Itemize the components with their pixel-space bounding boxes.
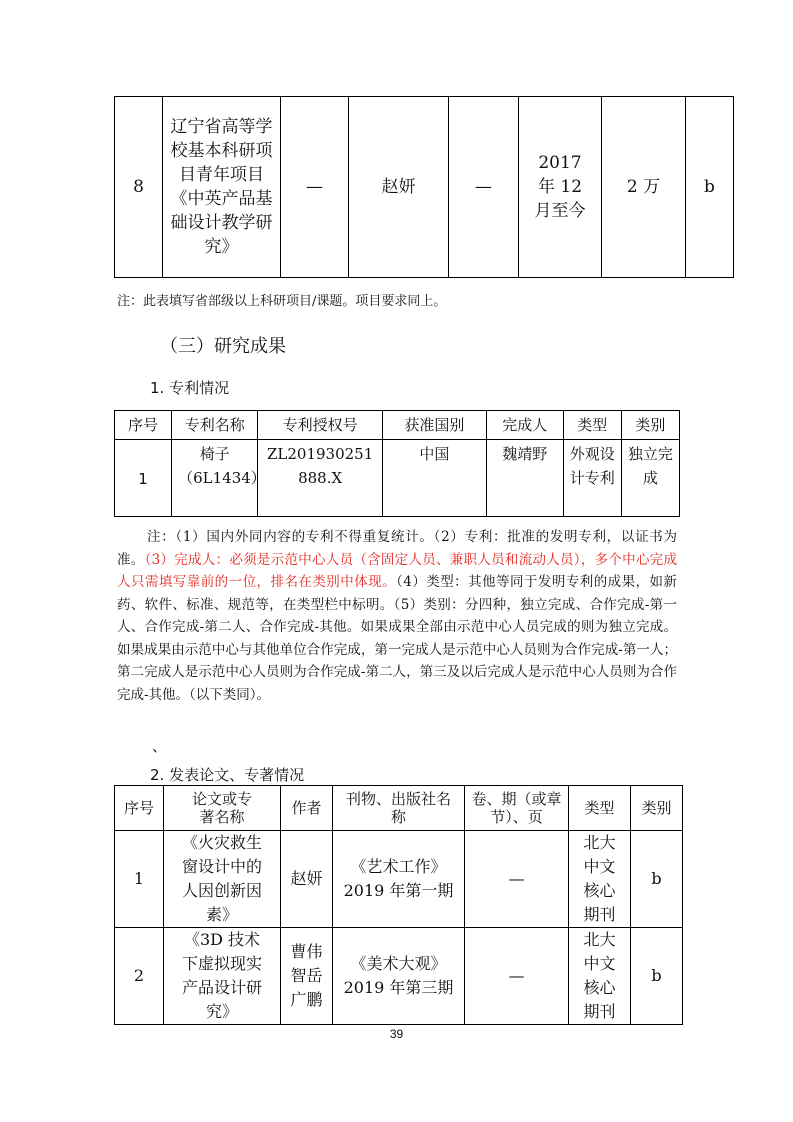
project-col5: — — [449, 97, 519, 278]
paper-name: 《火灾救生窗设计中的人因创新因素》 — [164, 831, 281, 928]
patent-country: 中国 — [382, 440, 486, 517]
paper-category: b — [631, 831, 683, 928]
project-period: 2017 年 12 月至今 — [519, 97, 602, 278]
paper-category: b — [631, 928, 683, 1025]
header-cell: 类别 — [631, 786, 683, 831]
paper-pages: — — [465, 928, 569, 1025]
project-name: 辽宁省高等学校基本科研项目青年项目《中英产品基础设计教学研究》 — [163, 97, 281, 278]
project-note: 注：此表填写省部级以上科研项目/课题。项目要求同上。 — [117, 294, 447, 309]
header-cell: 类型 — [563, 411, 621, 440]
header-cell: 卷、期（或章节）、页 — [465, 786, 569, 831]
table-row — [115, 440, 680, 517]
paper-name: 《3D 技术下虚拟现实产品设计研究》 — [164, 928, 281, 1025]
note-part2-highlight: （3）完成人：必须是示范中心人员（含固定人员、兼职人员和流动人员），多个中心完成人只需填写靠前的一位，排名在类别中体现。 — [117, 551, 678, 590]
paper-pages: — — [465, 831, 569, 928]
header-cell: 序号 — [115, 411, 172, 440]
section-title: （三）研究成果 — [160, 336, 286, 357]
patent-category: 独立完成 — [621, 440, 679, 517]
patent-no: 1 — [115, 440, 172, 517]
paper-author: 赵妍 — [281, 831, 333, 928]
project-col3: — — [281, 97, 349, 278]
paper-type: 北大中文核心期刊 — [569, 831, 631, 928]
project-amount: 2 万 — [602, 97, 686, 278]
paper-table — [114, 785, 683, 1025]
table-row — [115, 928, 683, 1025]
header-cell: 专利授权号 — [258, 411, 383, 440]
paper-type: 北大中文核心期刊 — [569, 928, 631, 1025]
paper-no: 1 — [115, 831, 164, 928]
patent-person: 魏靖野 — [486, 440, 563, 517]
patent-title: 1. 专利情况 — [150, 379, 230, 397]
paper-journal: 《艺术工作》2019 年第一期 — [333, 831, 465, 928]
stray-mark: 、 — [152, 737, 168, 755]
header-cell: 获准国别 — [382, 411, 486, 440]
header-cell: 完成人 — [486, 411, 563, 440]
table-header-row — [115, 786, 683, 831]
header-cell: 作者 — [281, 786, 333, 831]
project-person: 赵妍 — [349, 97, 449, 278]
table-row — [115, 831, 683, 928]
patent-type: 外观设计专利 — [563, 440, 621, 517]
header-cell: 序号 — [115, 786, 164, 831]
project-no: 8 — [115, 97, 163, 278]
patent-table — [114, 410, 680, 517]
header-cell: 类别 — [621, 411, 679, 440]
page-number: 39 — [389, 1027, 404, 1041]
paper-title: 2. 发表论文、专著情况 — [150, 766, 305, 784]
paper-journal: 《美术大观》2019 年第三期 — [333, 928, 465, 1025]
table-header-row — [115, 411, 680, 440]
paper-author: 曹伟智岳广鹏 — [281, 928, 333, 1025]
patent-number: ZL201930251888.X — [258, 440, 383, 517]
header-cell: 专利名称 — [172, 411, 258, 440]
header-cell: 刊物、出版社名称 — [333, 786, 465, 831]
note-part3: （4）类型：其他等同于发明专利的成果，如新药、软件、标准、规范等，在类型栏中标明。（5）类别：分四种，独立完成、合作完成-第一人、合作完成-第二人、合作完成-其他。如果成果全部由示范中心人员完成的则为独立完成。如果成果由示范中心与其他单位合作完成，第一完成人是示范中心人员则为合作完成-第一人；第二完成人是示范中心人员则为合作完成-第二人，第三及以后完成人是示范中心人员则为合作完成-其他。（以下类同）。 — [117, 574, 677, 703]
patent-name: 椅子（6L1434） — [172, 440, 258, 517]
paper-no: 2 — [115, 928, 164, 1025]
project-table — [114, 96, 734, 278]
table-row — [115, 97, 734, 278]
patent-note — [117, 526, 677, 706]
header-cell: 论文或专著名称 — [164, 786, 281, 831]
note-part1: 注：（1）国内外同内容的专利不得重复统计。（2）专利：批准的发明专利，以证书为准。 — [117, 529, 677, 568]
header-cell: 类型 — [569, 786, 631, 831]
project-category: b — [686, 97, 734, 278]
